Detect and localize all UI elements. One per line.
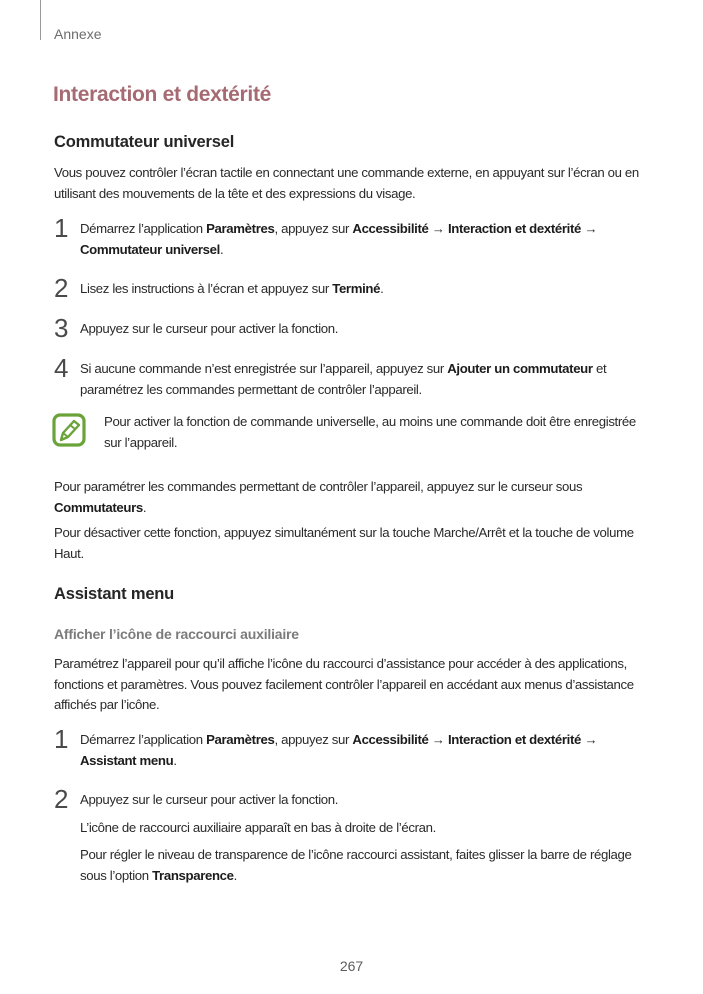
emphasis-term: Assistant menu	[80, 752, 174, 768]
emphasis-term: Transparence	[152, 867, 234, 883]
page-title: Interaction et dextérité	[53, 83, 272, 106]
emphasis-term: Interaction et dextérité	[447, 221, 581, 236]
step-text: Appuyez sur le curseur pour activer la fonction.	[80, 792, 339, 807]
step-text: Appuyez sur le curseur pour activer la fonction.	[80, 321, 339, 336]
emphasis-term: Accessibilité	[352, 221, 429, 236]
section-heading-assistant-menu: Assistant menu	[54, 585, 175, 603]
header-rule	[40, 0, 41, 40]
step-number: 2	[54, 273, 69, 303]
running-head: Annexe	[54, 26, 102, 42]
step-number: 2	[54, 784, 69, 814]
section-heading-commutateur: Commutateur universel	[54, 133, 235, 151]
subheading-shortcut-icon: Afficher l’icône de raccourci auxiliaire	[54, 626, 299, 642]
step-text: Démarrez l’application Paramètres, appuyez sur Accessibilité → Interaction et dextérité → Commutateur universel.	[80, 221, 598, 257]
step-text: Lisez les instructions à l’écran et appuyez sur Terminé.	[80, 281, 384, 296]
emphasis-term: Paramètres	[206, 221, 275, 236]
page-number: 267	[339, 958, 364, 974]
emphasis-term: Commutateur universel	[80, 241, 220, 257]
emphasis-term: Accessibilité	[352, 732, 429, 747]
step-extra-text: L’icône de raccourci auxiliaire apparaît en bas à droite de l’écran.	[80, 820, 436, 835]
step-text: Si aucune commande n’est enregistrée sur l’appareil, appuyez sur Ajouter un commutateur et paramétrez les commandes permettant de contrôler l’appareil.	[80, 361, 607, 397]
emphasis-term: Paramètres	[206, 732, 275, 747]
step-text: Démarrez l’application Paramètres, appuyez sur Accessibilité → Interaction et dextérité → Assistant menu.	[80, 732, 598, 768]
emphasis-term: Ajouter un commutateur	[447, 361, 593, 376]
emphasis-term: Interaction et dextérité	[447, 732, 581, 747]
step-number: 4	[54, 353, 69, 383]
step-number: 1	[54, 724, 69, 754]
section2-intro: Paramétrez l’appareil pour qu’il affiche l’icône du raccourci d’assistance pour accéder à des applications, fonctions et paramètres. Vous pouvez facilement contrôler l’appareil en accédant aux menus d’assistance affichés par l’icône.	[54, 656, 634, 712]
step-number: 1	[54, 213, 69, 243]
emphasis-term: Terminé	[332, 281, 381, 296]
section1-para-switches: Pour paramétrer les commandes permettant de contrôler l’appareil, appuyez sur le curseur sous Commutateurs.	[54, 479, 583, 515]
section1-para-disable: Pour désactiver cette fonction, appuyez simultanément sur la touche Marche/Arrêt et la touche de volume Haut.	[54, 525, 634, 561]
step-number: 3	[54, 313, 69, 343]
note-text: Pour activer la fonction de commande universelle, au moins une commande doit être enregistrée sur l’appareil.	[104, 414, 636, 450]
step-extra-text: Pour régler le niveau de transparence de l’icône raccourci assistant, faites glisser la barre de réglage sous l’option Transparence.	[80, 847, 632, 883]
emphasis-term: Commutateurs	[54, 499, 143, 515]
section1-intro: Vous pouvez contrôler l’écran tactile en connectant une commande externe, en appuyant sur l’écran ou en utilisant des mouvements de la tête et des expressions du visage.	[54, 165, 639, 201]
note-pencil-icon	[52, 413, 86, 447]
